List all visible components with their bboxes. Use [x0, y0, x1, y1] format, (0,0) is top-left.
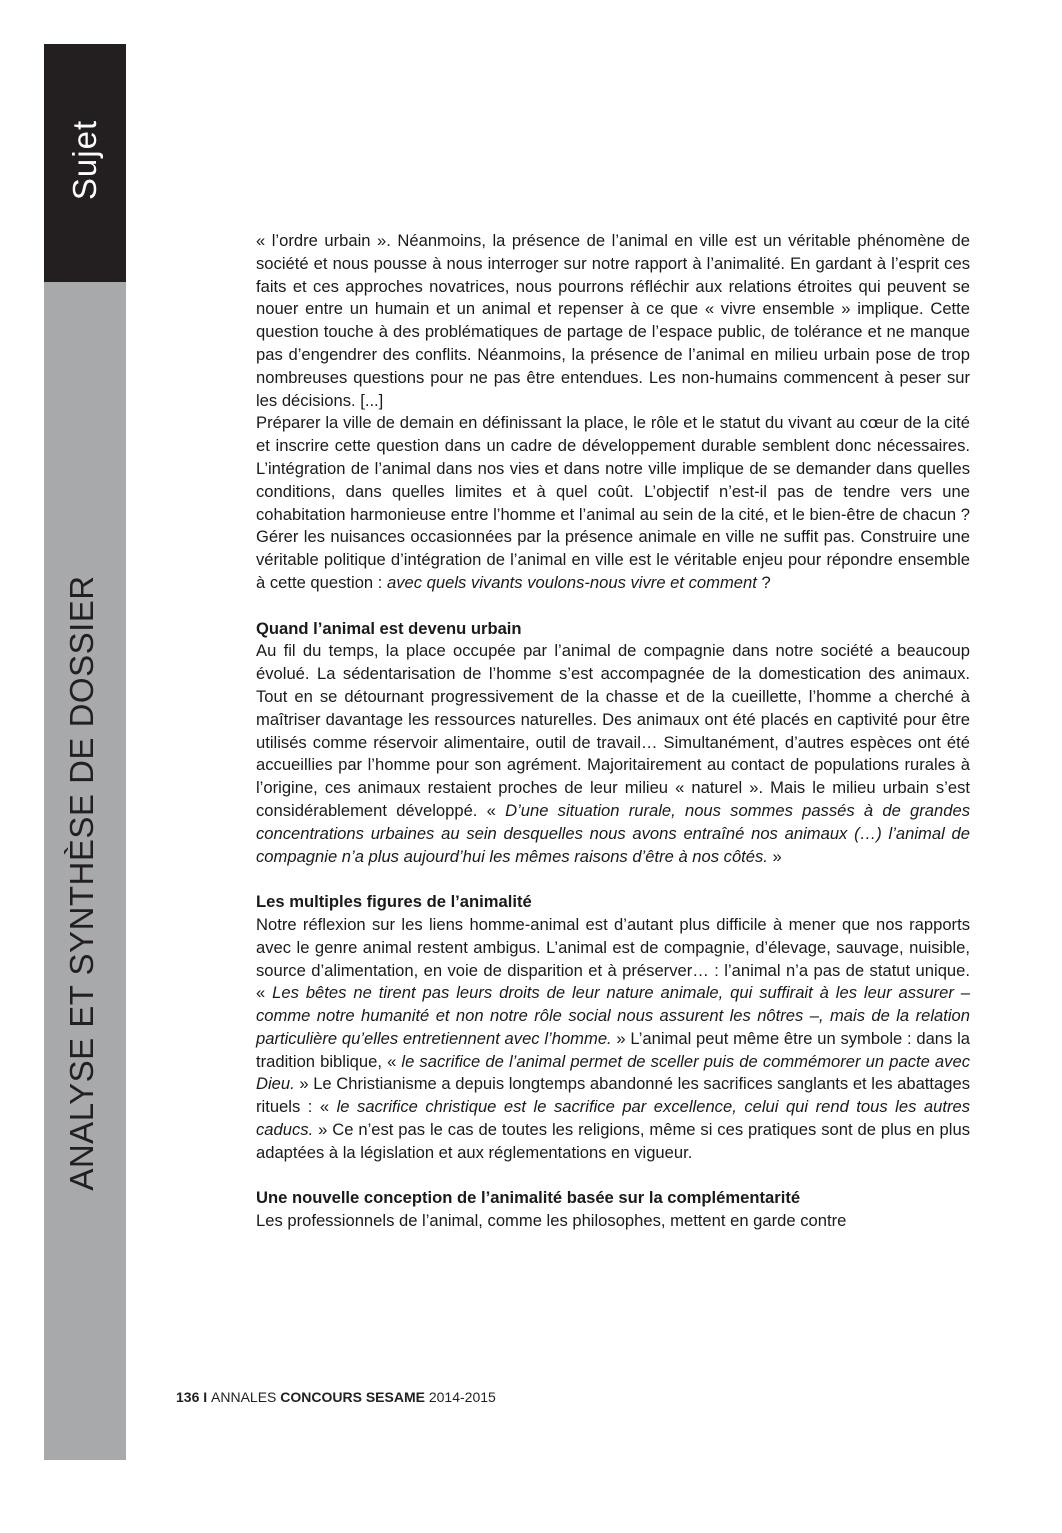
footer-brand: CONCOURS SESAME	[280, 1389, 425, 1405]
paragraph-3-text: Au fil du temps, la place occupée par l’animal de compagnie dans notre société a beaucoup évolué. La sédentarisation de l’homme s’est accompagnée de la domestication des animaux. Tout en se détournant progressivement de la chasse et de la cueillette, l’homme a cherché à maîtriser davantage les ressources naturelles. Des animaux ont été placés en captivité pour être utilisés comme réservoir alimentaire, outil de travail… Simultanément, d’autres espèces ont été accueillies par l’homme pour son agrément. Majoritairement au contact de populations rurales à l’origine, ces animaux restaient proches de leur milieu « naturel ». Mais le milieu urbain s’est considérablement développé. «	[256, 641, 970, 820]
paragraph-3-quote: D’une situation rurale, nous sommes passés à de grandes concentrations urbaines au sein desquelles nous avons entraîné nos animaux (…) l’animal de compagnie n’a plus aujourd’hui les mêmes raisons d’être à nos côtés.	[256, 800, 970, 866]
article-body	[256, 230, 970, 1233]
paragraph-4-quote-2: le sacrifice de l’animal permet de sceller puis de commémorer un pacte avec Dieu.	[256, 1051, 970, 1094]
paragraph-2-text: Préparer la ville de demain en définissant la place, le rôle et le statut du vivant au cœur de la cité et inscrire cette question dans un cadre de développement durable semblent donc nécessaires. L’intégration de l’animal dans nos vies et dans notre ville implique de se demander dans quelles conditions, dans quelles limites et à quel coût. L’objectif n’est-il pas de tendre vers une cohabitation harmonieuse entre l’homme et l’animal au sein de la cité, et le bien-être de chacun ? Gérer les nuisances occasionnées par la présence animale en ville ne suffit pas. Construire une véritable politique d’intégration de l’animal en ville est le véritable enjeu pour répondre ensemble à cette question :	[256, 413, 970, 592]
paragraph-4-c: » L’animal peut même être un symbole : dans la tradition biblique, «	[256, 1028, 970, 1071]
paragraph-4-g: » Ce n’est pas le cas de toutes les religions, même si ces pratiques sont de plus en plus adaptées à la législation et aux réglementations en vigueur.	[256, 1120, 970, 1162]
section-title: ANALYSE ET SYNTHÈSE DE DOSSIER	[63, 575, 100, 1191]
sidebar-tag-label	[65, 97, 105, 223]
page-footer	[176, 1388, 496, 1406]
paragraph-4-quote-1: Les bêtes ne tirent pas leurs droits de leur nature animale, qui suffirait à les leur assurer – comme notre humanité et non notre rôle social nous assurent les nôtres –, mais de la relation particulière qu’elles entretiennent avec l’homme.	[256, 983, 970, 1048]
footer-separator: I	[199, 1389, 212, 1405]
footer-prefix: ANNALES	[211, 1389, 281, 1405]
paragraph-2-end: ?	[756, 572, 771, 592]
paragraph-4-e: » Le Christianisme a depuis longtemps abandonné les sacrifices sanglants et les abattages rituels : «	[256, 1074, 970, 1117]
paragraph-4-a: Notre réflexion sur les liens homme-animal est d’autant plus difficile à mener que nos rapports avec le genre animal restent ambigus. L’animal est de compagnie, d’élevage, sauvage, nuisible, source d’alimentation, en voie de disparition et à préserver… : l’animal n’a pas de statut unique. «	[256, 914, 970, 1003]
paragraph-3-end: »	[767, 846, 782, 866]
paragraph-2-question: avec quels vivants voulons-nous vivre et comment	[387, 572, 757, 592]
heading-animality-figures: Les multiples figures de l’animalité	[256, 892, 532, 912]
heading-complementarity: Une nouvelle conception de l’animalité basée sur la complémentarité	[256, 1188, 801, 1208]
heading-urban-animal: Quand l’animal est devenu urbain	[256, 618, 522, 638]
footer-years: 2014-2015	[424, 1389, 496, 1405]
paragraph-3	[256, 640, 970, 868]
paragraph-2	[256, 412, 970, 594]
paragraph-4	[256, 914, 970, 1165]
paragraph-1: « l’ordre urbain ». Néanmoins, la présence de l’animal en ville est un véritable phénomène de société et nous pousse à nous interroger sur notre rapport à l’animalité. En gardant à l’esprit ces faits et ces approches novatrices, nous pourrons réfléchir aux relations étroites qui peuvent se nouer entre un humain et un animal et repenser à ce que « vivre ensemble » implique. Cette question touche à des problématiques de partage de l’espace public, de tolérance et ne manque pas d’engendrer des conflits. Néanmoins, la présence de l’animal en milieu urbain pose de trop nombreuses questions pour ne pas être entendues. Les non-humains commencent à peser sur les décisions. [...]	[256, 231, 970, 410]
paragraph-4-quote-3: le sacrifice christique est le sacrifice par excellence, celui qui rend tous les autres caducs.	[256, 1097, 970, 1140]
paragraph-5: Les professionnels de l’animal, comme les philosophes, mettent en garde contre	[256, 1211, 847, 1231]
sidebar-tag-text: Sujet	[66, 119, 103, 201]
page-number: 136	[176, 1389, 200, 1405]
